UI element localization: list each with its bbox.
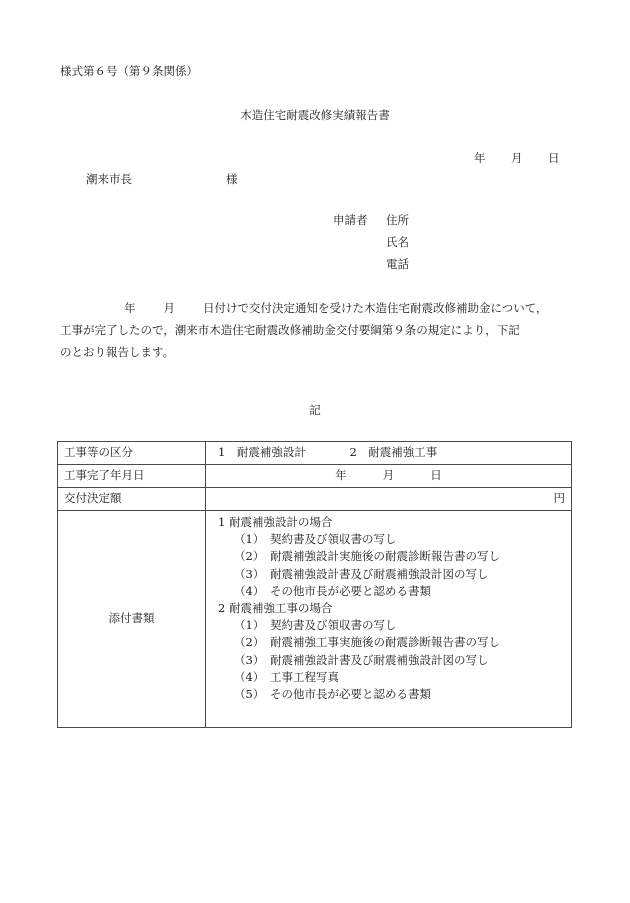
applicant-label: 申請者	[333, 213, 368, 227]
list-item: （4） その他市長が必要と認める書類	[234, 583, 431, 598]
list-item: （3） 耐震補強設計書及び耐震補強設計図の写し	[234, 566, 489, 581]
body-line-3: のとおり報告します。	[60, 345, 175, 359]
ki-heading: 記	[309, 403, 321, 417]
amount-unit: 円	[553, 491, 565, 506]
completion-day: 日	[430, 468, 442, 483]
body-year: 年	[124, 301, 136, 315]
attachments-list	[206, 511, 572, 728]
category-label: 工事等の区分	[58, 442, 206, 465]
list-item: （2） 耐震補強工事実施後の耐震診断報告書の写し	[234, 635, 500, 650]
body-month: 月	[163, 301, 175, 315]
applicant-address-label: 住所	[386, 213, 409, 227]
table-row	[58, 511, 572, 728]
attachments-section-2: 2 耐震補強工事の場合	[218, 600, 333, 615]
date-year-label: 年	[474, 151, 486, 165]
list-item: （2） 耐震補強設計実施後の耐震診断報告書の写し	[234, 549, 500, 564]
date-month-label: 月	[511, 151, 523, 165]
completion-label: 工事完了年月日	[58, 465, 206, 488]
applicant-phone-label: 電話	[386, 257, 409, 271]
attachments-label: 添付書類	[58, 511, 206, 728]
addressee-honorific: 様	[226, 172, 238, 186]
body-line1-text: 日付けで交付決定通知を受けた木造住宅耐震改修補助金について，	[203, 301, 548, 315]
form-number: 様式第６号（第９条関係）	[60, 64, 198, 78]
table-row	[58, 442, 572, 465]
category-option-design: 1 耐震補強設計	[218, 445, 306, 460]
table-row	[58, 488, 572, 511]
list-item: （3） 耐震補強設計書及び耐震補強設計図の写し	[234, 652, 489, 667]
date-day-label: 日	[548, 151, 560, 165]
report-body	[60, 297, 574, 363]
addressee-name: 潮来市長	[86, 172, 132, 186]
amount-field[interactable]	[206, 488, 572, 511]
body-line-2: 工事が完了したので，潮来市木造住宅耐震改修補助金交付要綱第９条の規定により，下記	[60, 323, 520, 337]
attachments-section-1: 1 耐震補強設計の場合	[218, 515, 333, 529]
completion-month: 月	[382, 468, 395, 483]
list-item: （4） 工事工程写真	[234, 669, 339, 684]
category-options	[206, 442, 572, 465]
list-item: （1） 契約書及び領収書の写し	[234, 618, 397, 633]
completion-year: 年	[335, 468, 347, 483]
completion-date-field[interactable]	[206, 465, 572, 488]
category-option-construction: 2 耐震補強工事	[349, 445, 438, 460]
applicant-name-label: 氏名	[386, 235, 409, 249]
body-line-1	[60, 297, 574, 319]
table-row	[58, 465, 572, 488]
list-item: （5） その他市長が必要と認める書類	[234, 686, 431, 701]
list-item: （1） 契約書及び領収書の写し	[234, 532, 397, 547]
report-table	[57, 441, 572, 728]
document-title: 木造住宅耐震改修実績報告書	[240, 108, 390, 122]
amount-label: 交付決定額	[58, 488, 206, 511]
